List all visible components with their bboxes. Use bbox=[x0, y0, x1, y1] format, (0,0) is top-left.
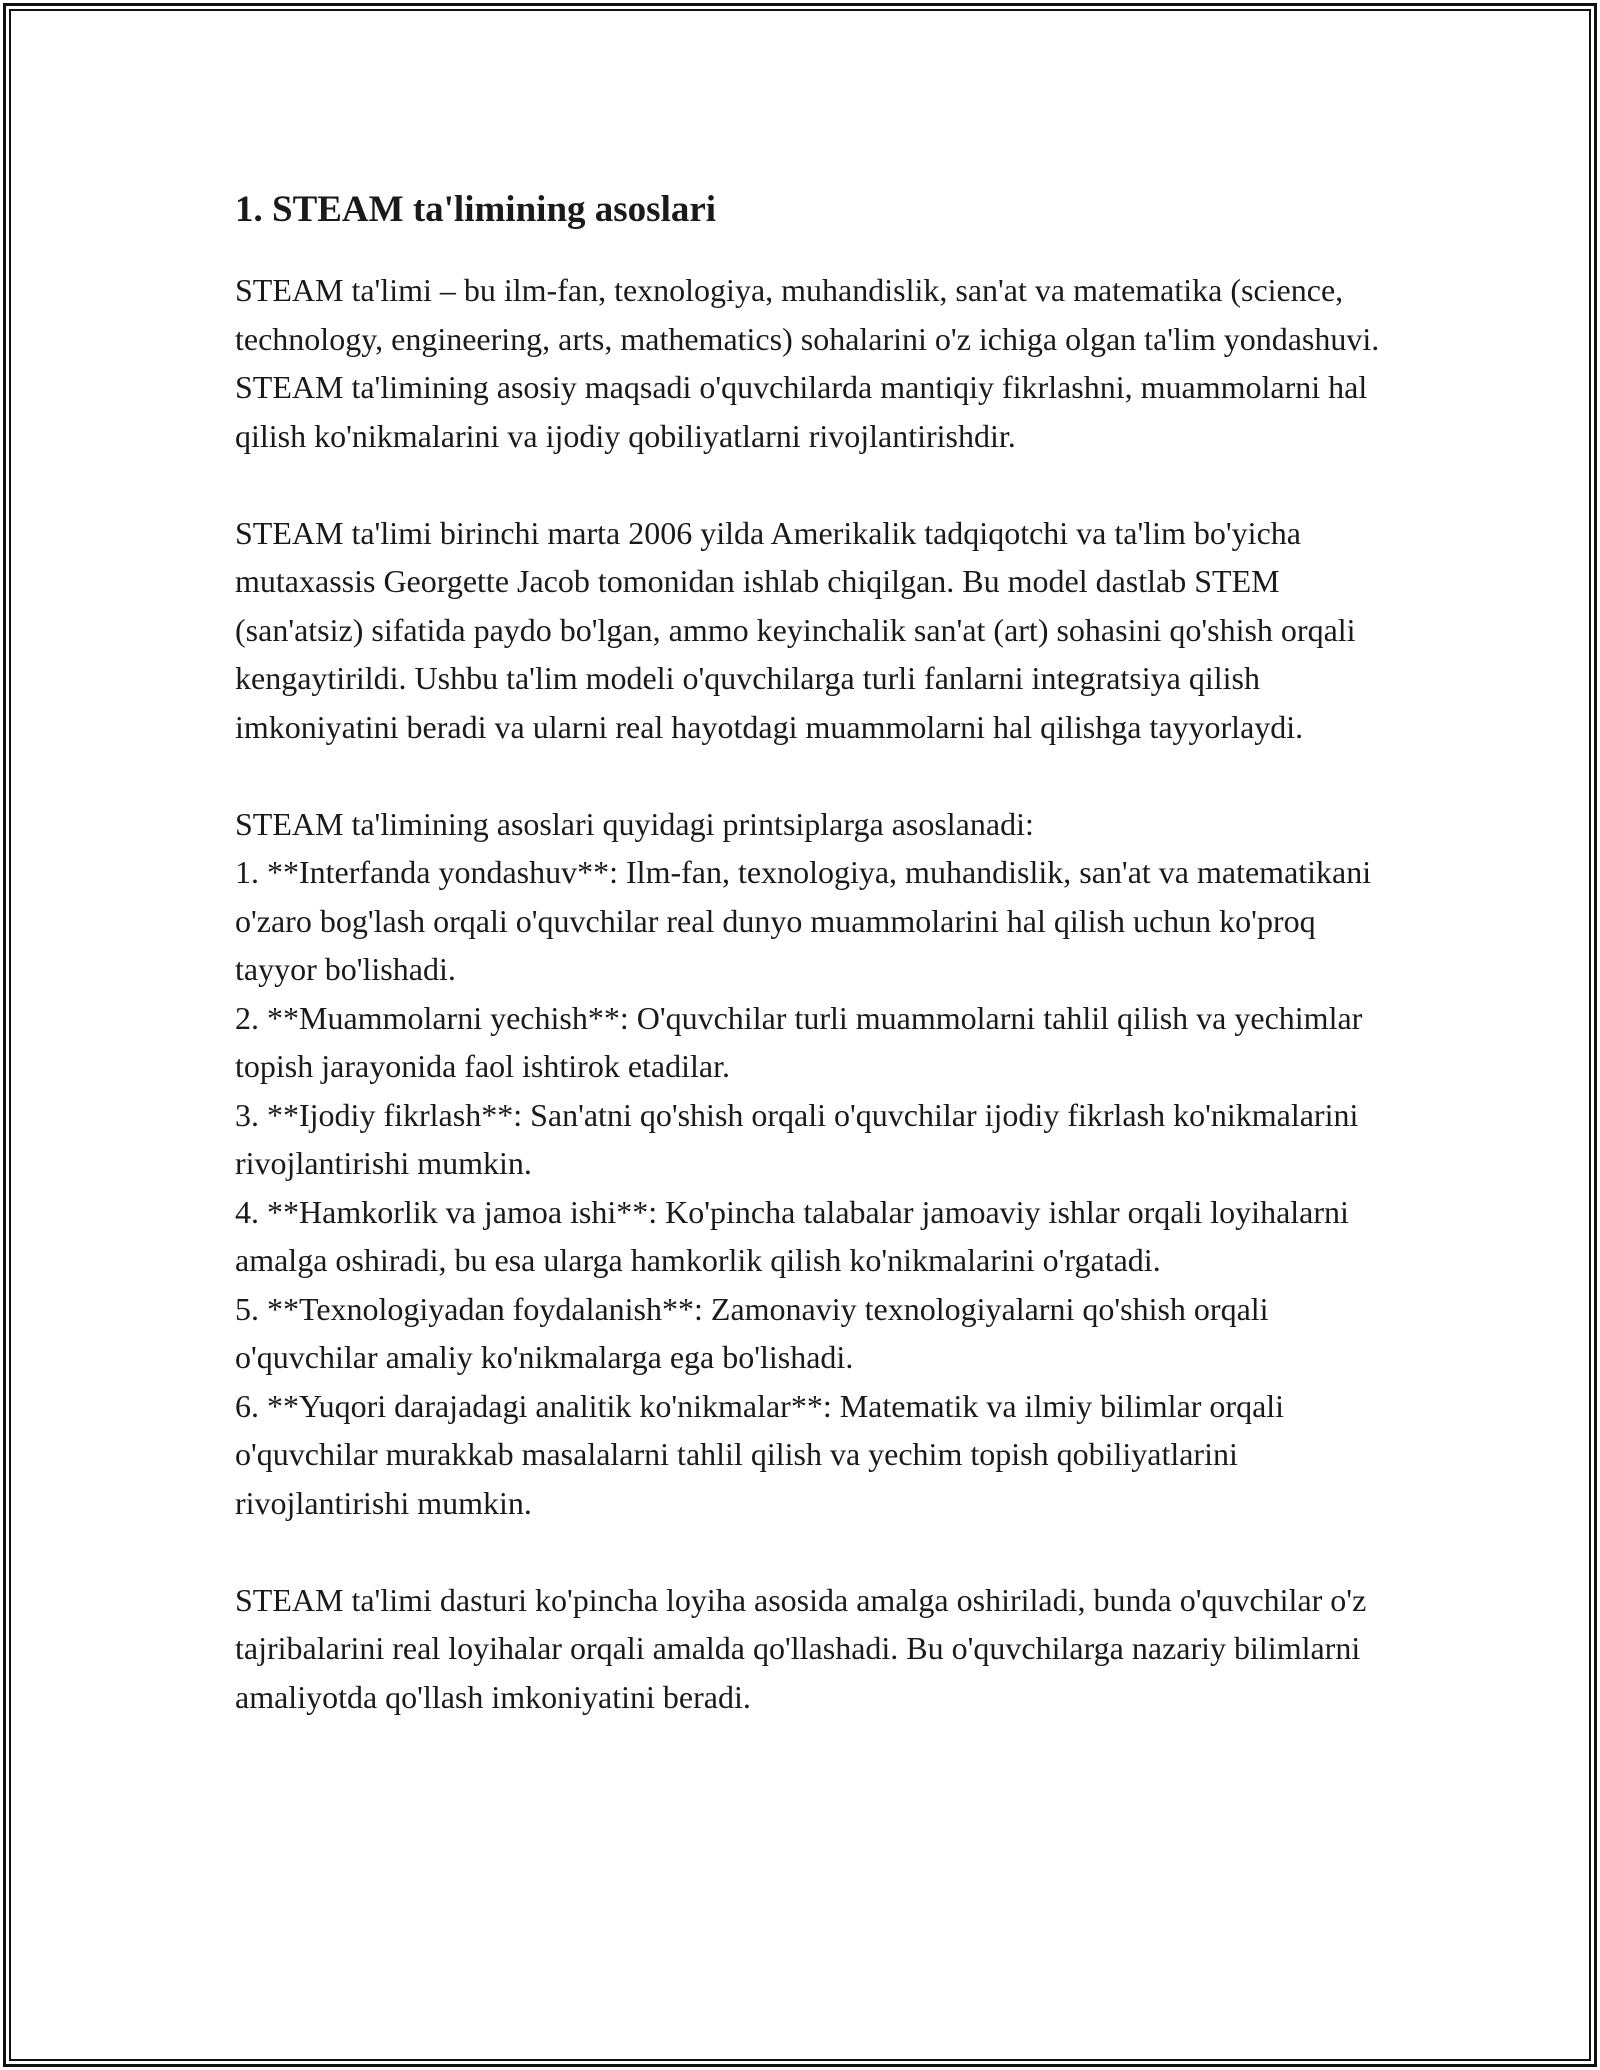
principles-intro: STEAM ta'limining asoslari quyidagi printsiplarga asoslanadi: bbox=[235, 805, 1034, 842]
paragraph-intro: STEAM ta'limi – bu ilm-fan, texnologiya, muhandislik, san'at va matematika (science, technology, engineering, arts, mathematics) sohalarini o'z ichiga olgan ta'lim yondashuvi. STEAM ta'limining asosiy maqsadi o'quvchilarda mantiqiy fikrlashni, muammolarni hal qilish ko'nikmalarini va ijodiy qobiliyatlarni rivojlantirishdir. bbox=[235, 272, 1380, 454]
principle-item: 2. **Muammolarni yechish**: O'quvchilar turli muammolarni tahlil qilish va yechimlar topish jarayonida faol ishtirok etadilar. bbox=[235, 999, 1363, 1084]
principle-item: 1. **Interfanda yondashuv**: Ilm-fan, texnologiya, muhandislik, san'at va matematikani o'zaro bog'lash orqali o'quvchilar real dunyo muammolarini hal qilish uchun ko'proq tayyor bo'lishadi. bbox=[235, 854, 1372, 987]
document-body bbox=[235, 186, 1385, 1770]
principle-item: 6. **Yuqori darajadagi analitik ko'nikmalar**: Matematik va ilmiy bilimlar orqali o'quvchilar murakkab masalalarni tahlil qilish va yechim topish qobiliyatlarini rivojlantirishi mumkin. bbox=[235, 1387, 1285, 1521]
principle-item: 5. **Texnologiyadan foydalanish**: Zamonaviy texnologiyalarni qo'shish orqali o'quvchilar amaliy ko'nikmalarga ega bo'lishadi. bbox=[235, 1290, 1269, 1375]
paragraph-conclusion: STEAM ta'limi dasturi ko'pincha loyiha asosida amalga oshiriladi, bunda o'quvchilar o'z tajribalarini real loyihalar orqali amalda qo'llashadi. Bu o'quvchilarga nazariy bilimlarni amaliyotda qo'llash imkoniyatini beradi. bbox=[235, 1581, 1367, 1715]
principles-list bbox=[235, 800, 1385, 1528]
paragraph-history: STEAM ta'limi birinchi marta 2006 yilda Amerikalik tadqiqotchi va ta'lim bo'yicha mutaxassis Georgette Jacob tomonidan ishlab chiqilgan. Bu model dastlab STEM (san'atsiz) sifatida paydo bo'lgan, ammo keyinchalik san'at (art) sohasini qo'shish orqali kengaytirildi. Ushbu ta'lim modeli o'quvchilarga turli fanlarni integratsiya qilish imkoniyatini beradi va ularni real hayotdagi muammolarni hal qilishga tayyorlaydi. bbox=[235, 514, 1356, 745]
principle-item: 4. **Hamkorlik va jamoa ishi**: Ko'pincha talabalar jamoaviy ishlar orqali loyihalarni amalga oshiradi, bu esa ularga hamkorlik qilish ko'nikmalarini o'rgatadi. bbox=[235, 1193, 1349, 1278]
principle-item: 3. **Ijodiy fikrlash**: San'atni qo'shish orqali o'quvchilar ijodiy fikrlash ko'nikmalarini rivojlantirishi mumkin. bbox=[235, 1096, 1359, 1181]
section-heading: 1. STEAM ta'limining asoslari bbox=[235, 189, 717, 230]
